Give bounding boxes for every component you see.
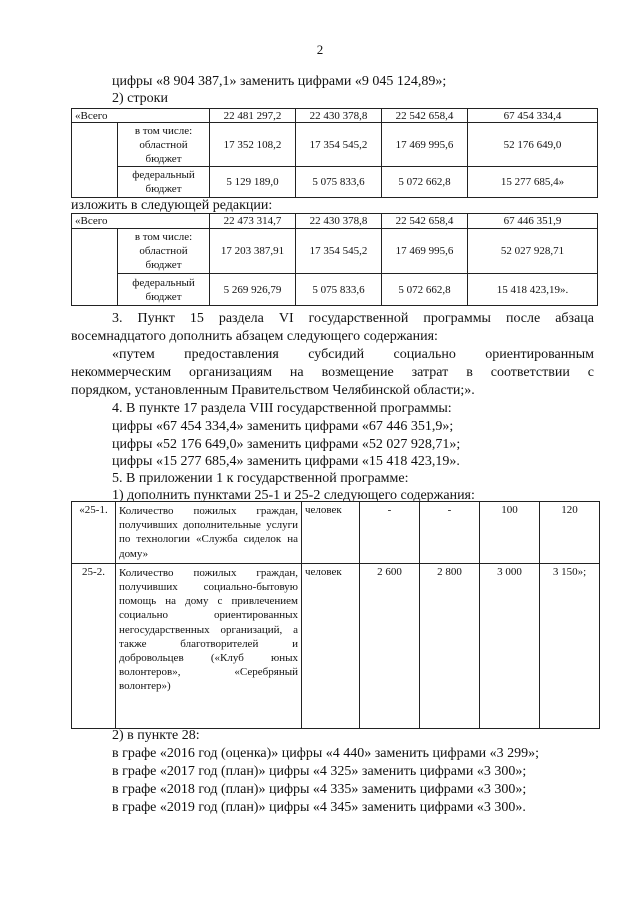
closing-line-3: в графе «2017 год (план)» цифры «4 325» заменить цифрами «3 300»; <box>112 764 527 779</box>
intro-line-1: цифры «8 904 387,1» заменить цифрами «9 045 124,89»; <box>112 74 447 89</box>
indicator-value-2016: - <box>360 502 420 564</box>
empty-cell <box>72 229 118 306</box>
intro-line-2: 2) строки <box>112 91 168 106</box>
budget-table-old <box>71 108 598 198</box>
row-federal-label: федеральный бюджет <box>118 274 210 306</box>
including-label: в том числе: <box>134 231 193 243</box>
indicator-value-2016: 2 600 <box>360 563 420 728</box>
cell-regional-sum: 52 176 649,0 <box>468 123 598 167</box>
page-number: 2 <box>316 42 324 57</box>
cell-federal-2019: 5 072 662,8 <box>382 167 468 198</box>
indicator-value-2018: 3 000 <box>480 563 540 728</box>
cell-regional-sum: 52 027 928,71 <box>468 229 598 274</box>
quote-line-3: порядком, установленным Правительством Челябинской области;». <box>71 383 475 398</box>
cell-total-2019: 22 542 658,4 <box>382 109 468 123</box>
cell-federal-sum: 15 277 685,4» <box>468 167 598 198</box>
cell-total-sum: 67 446 351,9 <box>468 214 598 229</box>
quote-line-1: «путем предоставления субсидий социально ориентированным <box>112 347 594 362</box>
indicator-value-2019: 120 <box>540 502 600 564</box>
cell-federal-2018: 5 075 833,6 <box>296 274 382 306</box>
cell-regional-2019: 17 469 995,6 <box>382 123 468 167</box>
cell-total-sum: 67 454 334,4 <box>468 109 598 123</box>
paragraph-4-line-3: цифры «52 176 649,0» заменить цифрами «52 027 928,71»; <box>112 437 461 452</box>
row-federal-label: федеральный бюджет <box>118 167 210 198</box>
mid-line: изложить в следующей редакции: <box>71 198 273 213</box>
table-row <box>72 502 600 564</box>
cell-regional-2017: 17 203 387,91 <box>210 229 296 274</box>
indicator-value-2019: 3 150»; <box>540 563 600 728</box>
cell-total-2018: 22 430 378,8 <box>296 109 382 123</box>
indicator-value-2017: 2 800 <box>420 563 480 728</box>
paragraph-3-line-2: восемнадцатого дополнить абзацем следующего содержания: <box>71 329 438 344</box>
row-total-label: «Всего <box>72 214 210 229</box>
regional-budget-label: областной бюджет <box>139 245 188 271</box>
closing-line-2: в графе «2016 год (оценка)» цифры «4 440» заменить цифрами «3 299»; <box>112 746 540 761</box>
paragraph-5-line-2: 1) дополнить пунктами 25-1 и 25-2 следующего содержания: <box>112 488 475 503</box>
indicator-number: 25-2. <box>72 563 116 728</box>
cell-regional-2019: 17 469 995,6 <box>382 229 468 274</box>
quote-line-2: некоммерческим организациям на возмещение затрат в соответствии с <box>71 365 594 380</box>
row-total-label: «Всего <box>72 109 210 123</box>
indicator-number: «25-1. <box>72 502 116 564</box>
paragraph-3-line-1: 3. Пункт 15 раздела VI государственной программы после абзаца <box>112 311 594 326</box>
row-regional-label <box>118 123 210 167</box>
cell-total-2019: 22 542 658,4 <box>382 214 468 229</box>
indicator-value-2018: 100 <box>480 502 540 564</box>
indicator-description: Количество пожилых граждан, получивших дополнительные услуги по технологии «Служба сиделок на дому» <box>116 502 302 564</box>
cell-federal-2017: 5 129 189,0 <box>210 167 296 198</box>
budget-table-new <box>71 213 598 306</box>
regional-budget-label: областной бюджет <box>139 138 188 165</box>
closing-line-4: в графе «2018 год (план)» цифры «4 335» заменить цифрами «3 300»; <box>112 782 527 797</box>
cell-regional-2018: 17 354 545,2 <box>296 229 382 274</box>
cell-federal-2017: 5 269 926,79 <box>210 274 296 306</box>
paragraph-4-line-2: цифры «67 454 334,4» заменить цифрами «67 446 351,9»; <box>112 419 454 434</box>
cell-regional-2018: 17 354 545,2 <box>296 123 382 167</box>
closing-line-5: в графе «2019 год (план)» цифры «4 345» заменить цифрами «3 300». <box>112 800 526 815</box>
cell-federal-2019: 5 072 662,8 <box>382 274 468 306</box>
paragraph-5-line-1: 5. В приложении 1 к государственной программе: <box>112 471 409 486</box>
empty-cell <box>72 123 118 198</box>
indicator-unit: человек <box>302 563 360 728</box>
table-row <box>72 563 600 728</box>
indicator-description: Количество пожилых граждан, получивших социально-бытовую помощь на дому с привлечением социально ориентированных негосударственных организаций, а также благотворителей и добровольцев («Клуб юных волонтеров», «Серебряный волонтер») <box>116 563 302 728</box>
indicators-table <box>71 501 600 729</box>
cell-total-2017: 22 481 297,2 <box>210 109 296 123</box>
cell-federal-2018: 5 075 833,6 <box>296 167 382 198</box>
paragraph-4-line-4: цифры «15 277 685,4» заменить цифрами «15 418 423,19». <box>112 454 460 469</box>
cell-federal-sum: 15 418 423,19». <box>468 274 598 306</box>
cell-total-2017: 22 473 314,7 <box>210 214 296 229</box>
including-label: в том числе: <box>134 124 193 137</box>
closing-line-1: 2) в пункте 28: <box>112 728 200 743</box>
indicator-value-2017: - <box>420 502 480 564</box>
paragraph-4-line-1: 4. В пункте 17 раздела VIII государственной программы: <box>112 401 452 416</box>
cell-regional-2017: 17 352 108,2 <box>210 123 296 167</box>
row-regional-label <box>118 229 210 274</box>
indicator-unit: человек <box>302 502 360 564</box>
cell-total-2018: 22 430 378,8 <box>296 214 382 229</box>
